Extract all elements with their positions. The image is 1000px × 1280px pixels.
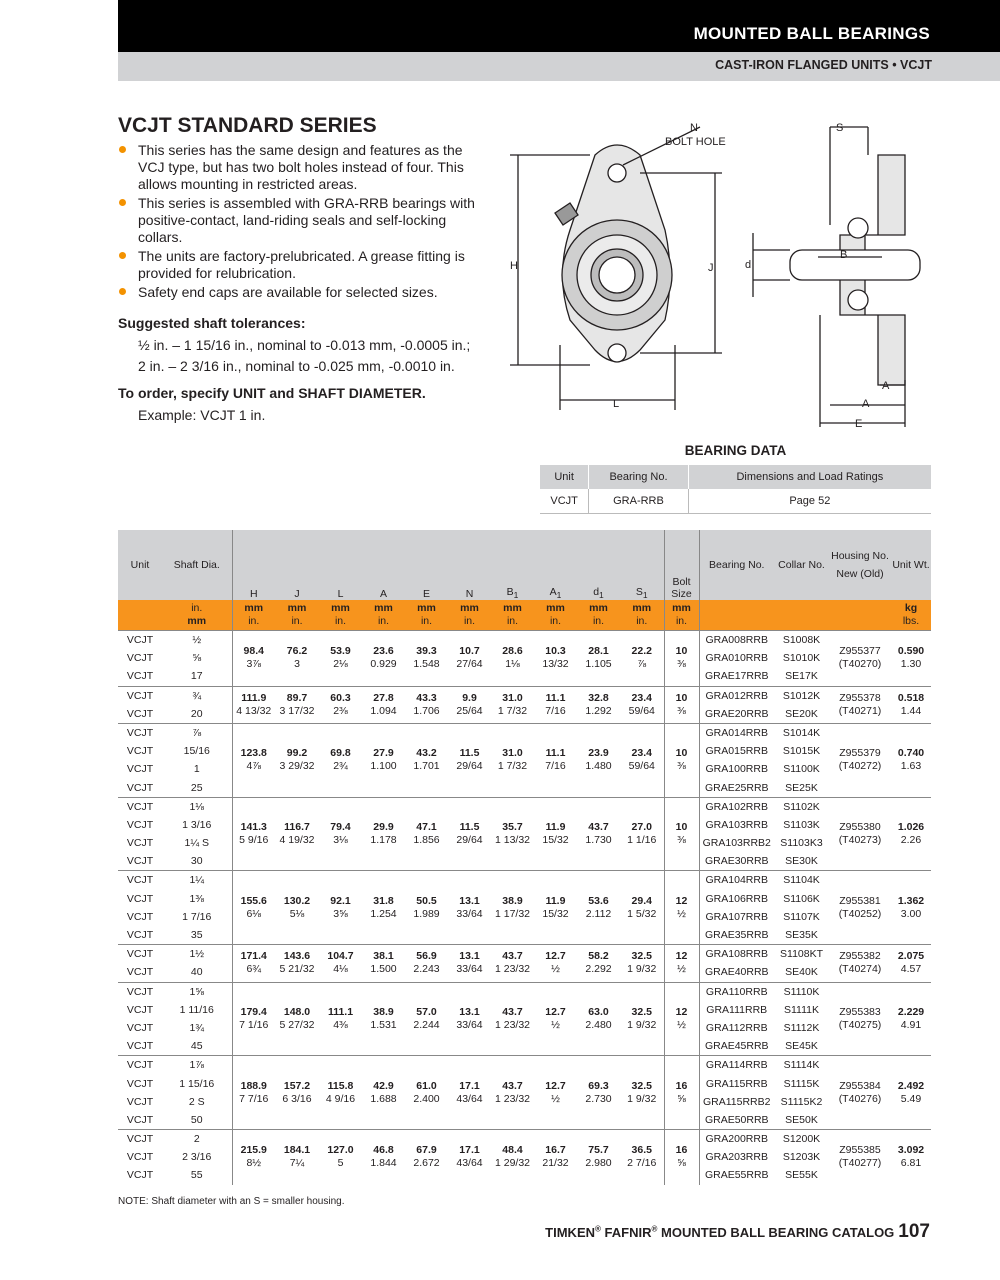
cell-unit: VCJT VCJT VCJT VCJT	[118, 1056, 162, 1130]
cell-d1: 53.6 2.112	[577, 871, 620, 945]
tolerance-line: ½ in. – 1 15/16 in., nominal to -0.013 mm, -0.0005 in.;	[138, 337, 471, 353]
bd-header-dimensions: Dimensions and Load Ratings	[688, 465, 931, 489]
order-instruction: To order, specify UNIT and SHAFT DIAMETER.	[118, 385, 426, 401]
cell-d1: 23.9 1.480	[577, 723, 620, 797]
tolerance-heading: Suggested shaft tolerances:	[118, 315, 306, 331]
series-title: VCJT STANDARD SERIES	[118, 114, 377, 137]
page-footer: TIMKEN® FAFNIR® MOUNTED BALL BEARING CATALOG 107	[545, 1221, 930, 1242]
cell-b1: 35.7 1 13/32	[491, 797, 534, 871]
cell-bolt: 16 ⅝	[664, 1056, 699, 1130]
cell-e: 43.3 1.706	[405, 686, 448, 723]
cell-l: 127.0 5	[319, 1130, 362, 1185]
cell-housing: Z955383 (T40275)	[829, 982, 891, 1056]
col-b1: $B_1$	[491, 530, 534, 600]
table-row	[118, 631, 931, 687]
cell-housing: Z955380 (T40273)	[829, 797, 891, 871]
cell-h: 179.4 7 1/16	[232, 982, 275, 1056]
cell-d1: 43.7 1.730	[577, 797, 620, 871]
cell-shaft: ⅞ 15/16 1 25	[162, 723, 232, 797]
cell-a1: 11.1 7/16	[534, 686, 577, 723]
cell-bolt: 10 ⅜	[664, 686, 699, 723]
cell-h: 111.9 4 13/32	[232, 686, 275, 723]
units-row: in. mm mm in. mm in. mm in. mm in. mm in. mm in. mm in. mm in. mm in. mm in. mm in. kg lbs.	[118, 600, 931, 631]
cell-bearing: GRA110RRB GRA111RRB GRA112RRB GRAE45RRB	[699, 982, 774, 1056]
cell-collar: S1104K S1106K S1107K SE35K	[774, 871, 829, 945]
cell-e: 57.0 2.244	[405, 982, 448, 1056]
cell-n: 11.5 29/64	[448, 723, 491, 797]
bd-bearing: GRA-RRB	[589, 489, 688, 514]
col-collar: Collar No.	[774, 530, 829, 600]
cell-a1: 10.3 13/32	[534, 631, 577, 687]
label-h: H	[510, 260, 518, 272]
cell-h: 98.4 3⅞	[232, 631, 275, 687]
cell-shaft: ½ ⅝ 17	[162, 631, 232, 687]
cell-e: 47.1 1.856	[405, 797, 448, 871]
cell-b1: 48.4 1 29/32	[491, 1130, 534, 1185]
cell-bolt: 12 ½	[664, 982, 699, 1056]
bd-header-bearing: Bearing No.	[589, 465, 688, 489]
cell-a: 38.9 1.531	[362, 982, 405, 1056]
cell-l: 111.1 4⅜	[319, 982, 362, 1056]
bd-unit: VCJT	[540, 489, 589, 514]
cell-bolt: 10 ⅜	[664, 723, 699, 797]
cell-n: 9.9 25/64	[448, 686, 491, 723]
col-unit: Unit	[118, 530, 162, 600]
feature-item: The units are factory-prelubricated. A grease fitting is provided for relubrication.	[118, 248, 478, 282]
table-row	[118, 797, 931, 871]
label-bolt-hole: BOLT HOLE	[665, 136, 726, 148]
cell-j: 184.1 7¼	[275, 1130, 319, 1185]
cell-bolt: 12 ½	[664, 871, 699, 945]
cell-n: 17.1 43/64	[448, 1130, 491, 1185]
bearing-data-table	[540, 465, 931, 514]
cell-unit: VCJT VCJT	[118, 686, 162, 723]
cell-n: 13.1 33/64	[448, 945, 491, 982]
cell-weight: 2.229 4.91	[891, 982, 931, 1056]
cell-collar: S1200K S1203K SE55K	[774, 1130, 829, 1185]
label-l: L	[613, 398, 620, 410]
col-d1: $d_1$	[577, 530, 620, 600]
cell-l: 60.3 2⅜	[319, 686, 362, 723]
cell-a1: 12.7 ½	[534, 982, 577, 1056]
cell-collar: S1110K S1111K S1112K SE45K	[774, 982, 829, 1056]
cell-j: 99.2 3 29/32	[275, 723, 319, 797]
cell-bolt: 16 ⅝	[664, 1130, 699, 1185]
cell-a1: 11.9 15/32	[534, 871, 577, 945]
col-bolt: Bolt Size	[664, 530, 699, 600]
tolerance-line: 2 in. – 2 3/16 in., nominal to -0.025 mm, -0.0010 in.	[138, 358, 455, 374]
cell-unit: VCJT VCJT VCJT	[118, 631, 162, 687]
cell-h: 188.9 7 7/16	[232, 1056, 275, 1130]
order-example: Example: VCJT 1 in.	[138, 407, 266, 423]
cell-collar: S1008K S1010K SE17K	[774, 631, 829, 687]
cell-housing: Z955377 (T40270)	[829, 631, 891, 687]
cell-s1: 23.4 59/64	[620, 723, 664, 797]
col-l: L	[319, 530, 362, 600]
label-a: A	[862, 398, 870, 410]
cell-shaft: 2 2 3/16 55	[162, 1130, 232, 1185]
table-row	[118, 1056, 931, 1130]
cell-a1: 12.7 ½	[534, 1056, 577, 1130]
cell-b1: 31.0 1 7/32	[491, 686, 534, 723]
cell-h: 171.4 6¾	[232, 945, 275, 982]
cell-a: 23.6 0.929	[362, 631, 405, 687]
cell-unit: VCJT VCJT VCJT VCJT	[118, 982, 162, 1056]
cell-e: 67.9 2.672	[405, 1130, 448, 1185]
cell-bolt: 10 ⅜	[664, 797, 699, 871]
cell-unit: VCJT VCJT VCJT VCJT	[118, 797, 162, 871]
cell-housing: Z955378 (T40271)	[829, 686, 891, 723]
cell-j: 130.2 5⅛	[275, 871, 319, 945]
cell-housing: Z955381 (T40252)	[829, 871, 891, 945]
cell-bearing: GRA108RRB GRAE40RRB	[699, 945, 774, 982]
cell-s1: 32.5 1 9/32	[620, 982, 664, 1056]
cell-j: 89.7 3 17/32	[275, 686, 319, 723]
cell-weight: 2.075 4.57	[891, 945, 931, 982]
cell-weight: 0.590 1.30	[891, 631, 931, 687]
table-row	[118, 871, 931, 945]
label-a1: A	[882, 380, 890, 392]
cell-shaft: 1⅞ 1 15/16 2 S 50	[162, 1056, 232, 1130]
cell-e: 61.0 2.400	[405, 1056, 448, 1130]
cell-a: 42.9 1.688	[362, 1056, 405, 1130]
col-a1: $A_1$	[534, 530, 577, 600]
cell-e: 56.9 2.243	[405, 945, 448, 982]
label-b1: B	[840, 249, 848, 261]
cell-a: 27.8 1.094	[362, 686, 405, 723]
cell-n: 17.1 43/64	[448, 1056, 491, 1130]
page-number: 107	[898, 1221, 930, 1242]
cell-j: 157.2 6 3/16	[275, 1056, 319, 1130]
footnote: NOTE: Shaft diameter with an S = smaller housing.	[118, 1196, 345, 1207]
cell-a1: 12.7 ½	[534, 945, 577, 982]
cell-j: 143.6 5 21/32	[275, 945, 319, 982]
cell-l: 115.8 4 9/16	[319, 1056, 362, 1130]
header-subtitle: CAST-IRON FLANGED UNITS • VCJT	[715, 58, 932, 72]
label-s1: S	[836, 122, 844, 134]
bd-header-unit: Unit	[540, 465, 589, 489]
cell-collar: S1102K S1103K S1103K3 SE30K	[774, 797, 829, 871]
cell-housing: Z955379 (T40272)	[829, 723, 891, 797]
cell-h: 155.6 6⅛	[232, 871, 275, 945]
cell-b1: 38.9 1 17/32	[491, 871, 534, 945]
col-s1: $S_1$	[620, 530, 664, 600]
cell-weight: 1.362 3.00	[891, 871, 931, 945]
cell-bearing: GRA114RRB GRA115RRB GRA115RRB2 GRAE50RRB	[699, 1056, 774, 1130]
header-title: MOUNTED BALL BEARINGS	[693, 24, 930, 43]
feature-item: Safety end caps are available for selected sizes.	[118, 284, 478, 301]
cell-collar: S1108KT SE40K	[774, 945, 829, 982]
cell-l: 104.7 4⅛	[319, 945, 362, 982]
cell-unit: VCJT VCJT VCJT VCJT	[118, 723, 162, 797]
cell-a: 27.9 1.100	[362, 723, 405, 797]
cell-s1: 32.5 1 9/32	[620, 945, 664, 982]
col-j: J	[275, 530, 319, 600]
cell-collar: S1012K SE20K	[774, 686, 829, 723]
cell-s1: 22.2 ⅞	[620, 631, 664, 687]
table-row	[118, 686, 931, 723]
cell-j: 148.0 5 27/32	[275, 982, 319, 1056]
cell-h: 215.9 8½	[232, 1130, 275, 1185]
cell-h: 123.8 4⅞	[232, 723, 275, 797]
label-j: J	[708, 262, 714, 274]
cell-bearing: GRA008RRB GRA010RRB GRAE17RRB	[699, 631, 774, 687]
cell-e: 39.3 1.548	[405, 631, 448, 687]
cell-j: 76.2 3	[275, 631, 319, 687]
cell-b1: 43.7 1 23/32	[491, 982, 534, 1056]
cell-e: 50.5 1.989	[405, 871, 448, 945]
cell-n: 13.1 33/64	[448, 982, 491, 1056]
cell-unit: VCJT VCJT VCJT	[118, 1130, 162, 1185]
table-row	[118, 723, 931, 797]
cell-a: 29.9 1.178	[362, 797, 405, 871]
cell-weight: 0.740 1.63	[891, 723, 931, 797]
cell-d1: 28.1 1.105	[577, 631, 620, 687]
cell-d1: 69.3 2.730	[577, 1056, 620, 1130]
col-n: N	[448, 530, 491, 600]
cell-bolt: 10 ⅜	[664, 631, 699, 687]
cell-shaft: 1⅛ 1 3/16 1¼ S 30	[162, 797, 232, 871]
label-d1: d	[745, 259, 752, 271]
cell-bearing: GRA012RRB GRAE20RRB	[699, 686, 774, 723]
col-housing: Housing No. New (Old)	[829, 530, 891, 600]
cell-bearing: GRA102RRB GRA103RRB GRA103RRB2 GRAE30RRB	[699, 797, 774, 871]
cell-b1: 31.0 1 7/32	[491, 723, 534, 797]
cell-collar: S1014K S1015K S1100K SE25K	[774, 723, 829, 797]
cell-a1: 11.9 15/32	[534, 797, 577, 871]
cell-e: 43.2 1.701	[405, 723, 448, 797]
feature-item: This series has the same design and features as the VCJ type, but has two bolt holes instead of four. This allows mounting in restricted areas.	[118, 142, 478, 193]
label-e: E	[855, 418, 863, 430]
cell-bolt: 12 ½	[664, 945, 699, 982]
col-shaft: Shaft Dia.	[162, 530, 232, 600]
cell-shaft: 1¼ 1⅜ 1 7/16 35	[162, 871, 232, 945]
table-row	[118, 945, 931, 982]
cell-weight: 3.092 6.81	[891, 1130, 931, 1185]
cell-l: 92.1 3⅝	[319, 871, 362, 945]
cell-b1: 43.7 1 23/32	[491, 945, 534, 982]
cell-housing: Z955385 (T40277)	[829, 1130, 891, 1185]
cell-bearing: GRA014RRB GRA015RRB GRA100RRB GRAE25RRB	[699, 723, 774, 797]
dimension-table	[118, 530, 931, 1185]
feature-item: This series is assembled with GRA-RRB bearings with positive-contact, land-riding seals and self-locking collars.	[118, 195, 478, 246]
cell-bearing: GRA104RRB GRA106RRB GRA107RRB GRAE35RRB	[699, 871, 774, 945]
cell-b1: 28.6 1⅛	[491, 631, 534, 687]
bearing-unit-drawing	[500, 115, 940, 435]
cell-l: 79.4 3⅛	[319, 797, 362, 871]
cell-s1: 27.0 1 1/16	[620, 797, 664, 871]
cell-weight: 2.492 5.49	[891, 1056, 931, 1130]
cell-s1: 23.4 59/64	[620, 686, 664, 723]
cell-n: 10.7 27/64	[448, 631, 491, 687]
cell-weight: 0.518 1.44	[891, 686, 931, 723]
subheader-bar	[118, 52, 1000, 81]
feature-list	[118, 142, 478, 303]
cell-weight: 1.026 2.26	[891, 797, 931, 871]
cell-j: 116.7 4 19/32	[275, 797, 319, 871]
cell-shaft: ¾ 20	[162, 686, 232, 723]
cell-n: 13.1 33/64	[448, 871, 491, 945]
table-row	[118, 1130, 931, 1185]
cell-h: 141.3 5 9/16	[232, 797, 275, 871]
cell-d1: 63.0 2.480	[577, 982, 620, 1056]
cell-bearing: GRA200RRB GRA203RRB GRAE55RRB	[699, 1130, 774, 1185]
cell-collar: S1114K S1115K S1115K2 SE50K	[774, 1056, 829, 1130]
cell-l: 69.8 2¾	[319, 723, 362, 797]
col-h: H	[232, 530, 275, 600]
cell-s1: 29.4 1 5/32	[620, 871, 664, 945]
cell-unit: VCJT VCJT VCJT VCJT	[118, 871, 162, 945]
cell-a: 46.8 1.844	[362, 1130, 405, 1185]
cell-n: 11.5 29/64	[448, 797, 491, 871]
cell-a: 31.8 1.254	[362, 871, 405, 945]
cell-a: 38.1 1.500	[362, 945, 405, 982]
bearing-data-title: BEARING DATA	[684, 443, 787, 458]
cell-s1: 36.5 2 7/16	[620, 1130, 664, 1185]
bd-page-ref: Page 52	[688, 489, 931, 514]
col-bearing: Bearing No.	[699, 530, 774, 600]
cell-housing: Z955384 (T40276)	[829, 1056, 891, 1130]
label-n: N	[690, 122, 698, 134]
col-weight: Unit Wt.	[891, 530, 931, 600]
cell-shaft: 1½ 40	[162, 945, 232, 982]
cell-a1: 16.7 21/32	[534, 1130, 577, 1185]
cell-d1: 58.2 2.292	[577, 945, 620, 982]
col-a: A	[362, 530, 405, 600]
cell-shaft: 1⅝ 1 11/16 1¾ 45	[162, 982, 232, 1056]
cell-housing: Z955382 (T40274)	[829, 945, 891, 982]
cell-s1: 32.5 1 9/32	[620, 1056, 664, 1130]
cell-l: 53.9 2⅛	[319, 631, 362, 687]
col-e: E	[405, 530, 448, 600]
cell-b1: 43.7 1 23/32	[491, 1056, 534, 1130]
header-bar	[118, 0, 1000, 52]
table-row	[118, 982, 931, 1056]
cell-d1: 32.8 1.292	[577, 686, 620, 723]
cell-d1: 75.7 2.980	[577, 1130, 620, 1185]
cell-a1: 11.1 7/16	[534, 723, 577, 797]
cell-unit: VCJT VCJT	[118, 945, 162, 982]
